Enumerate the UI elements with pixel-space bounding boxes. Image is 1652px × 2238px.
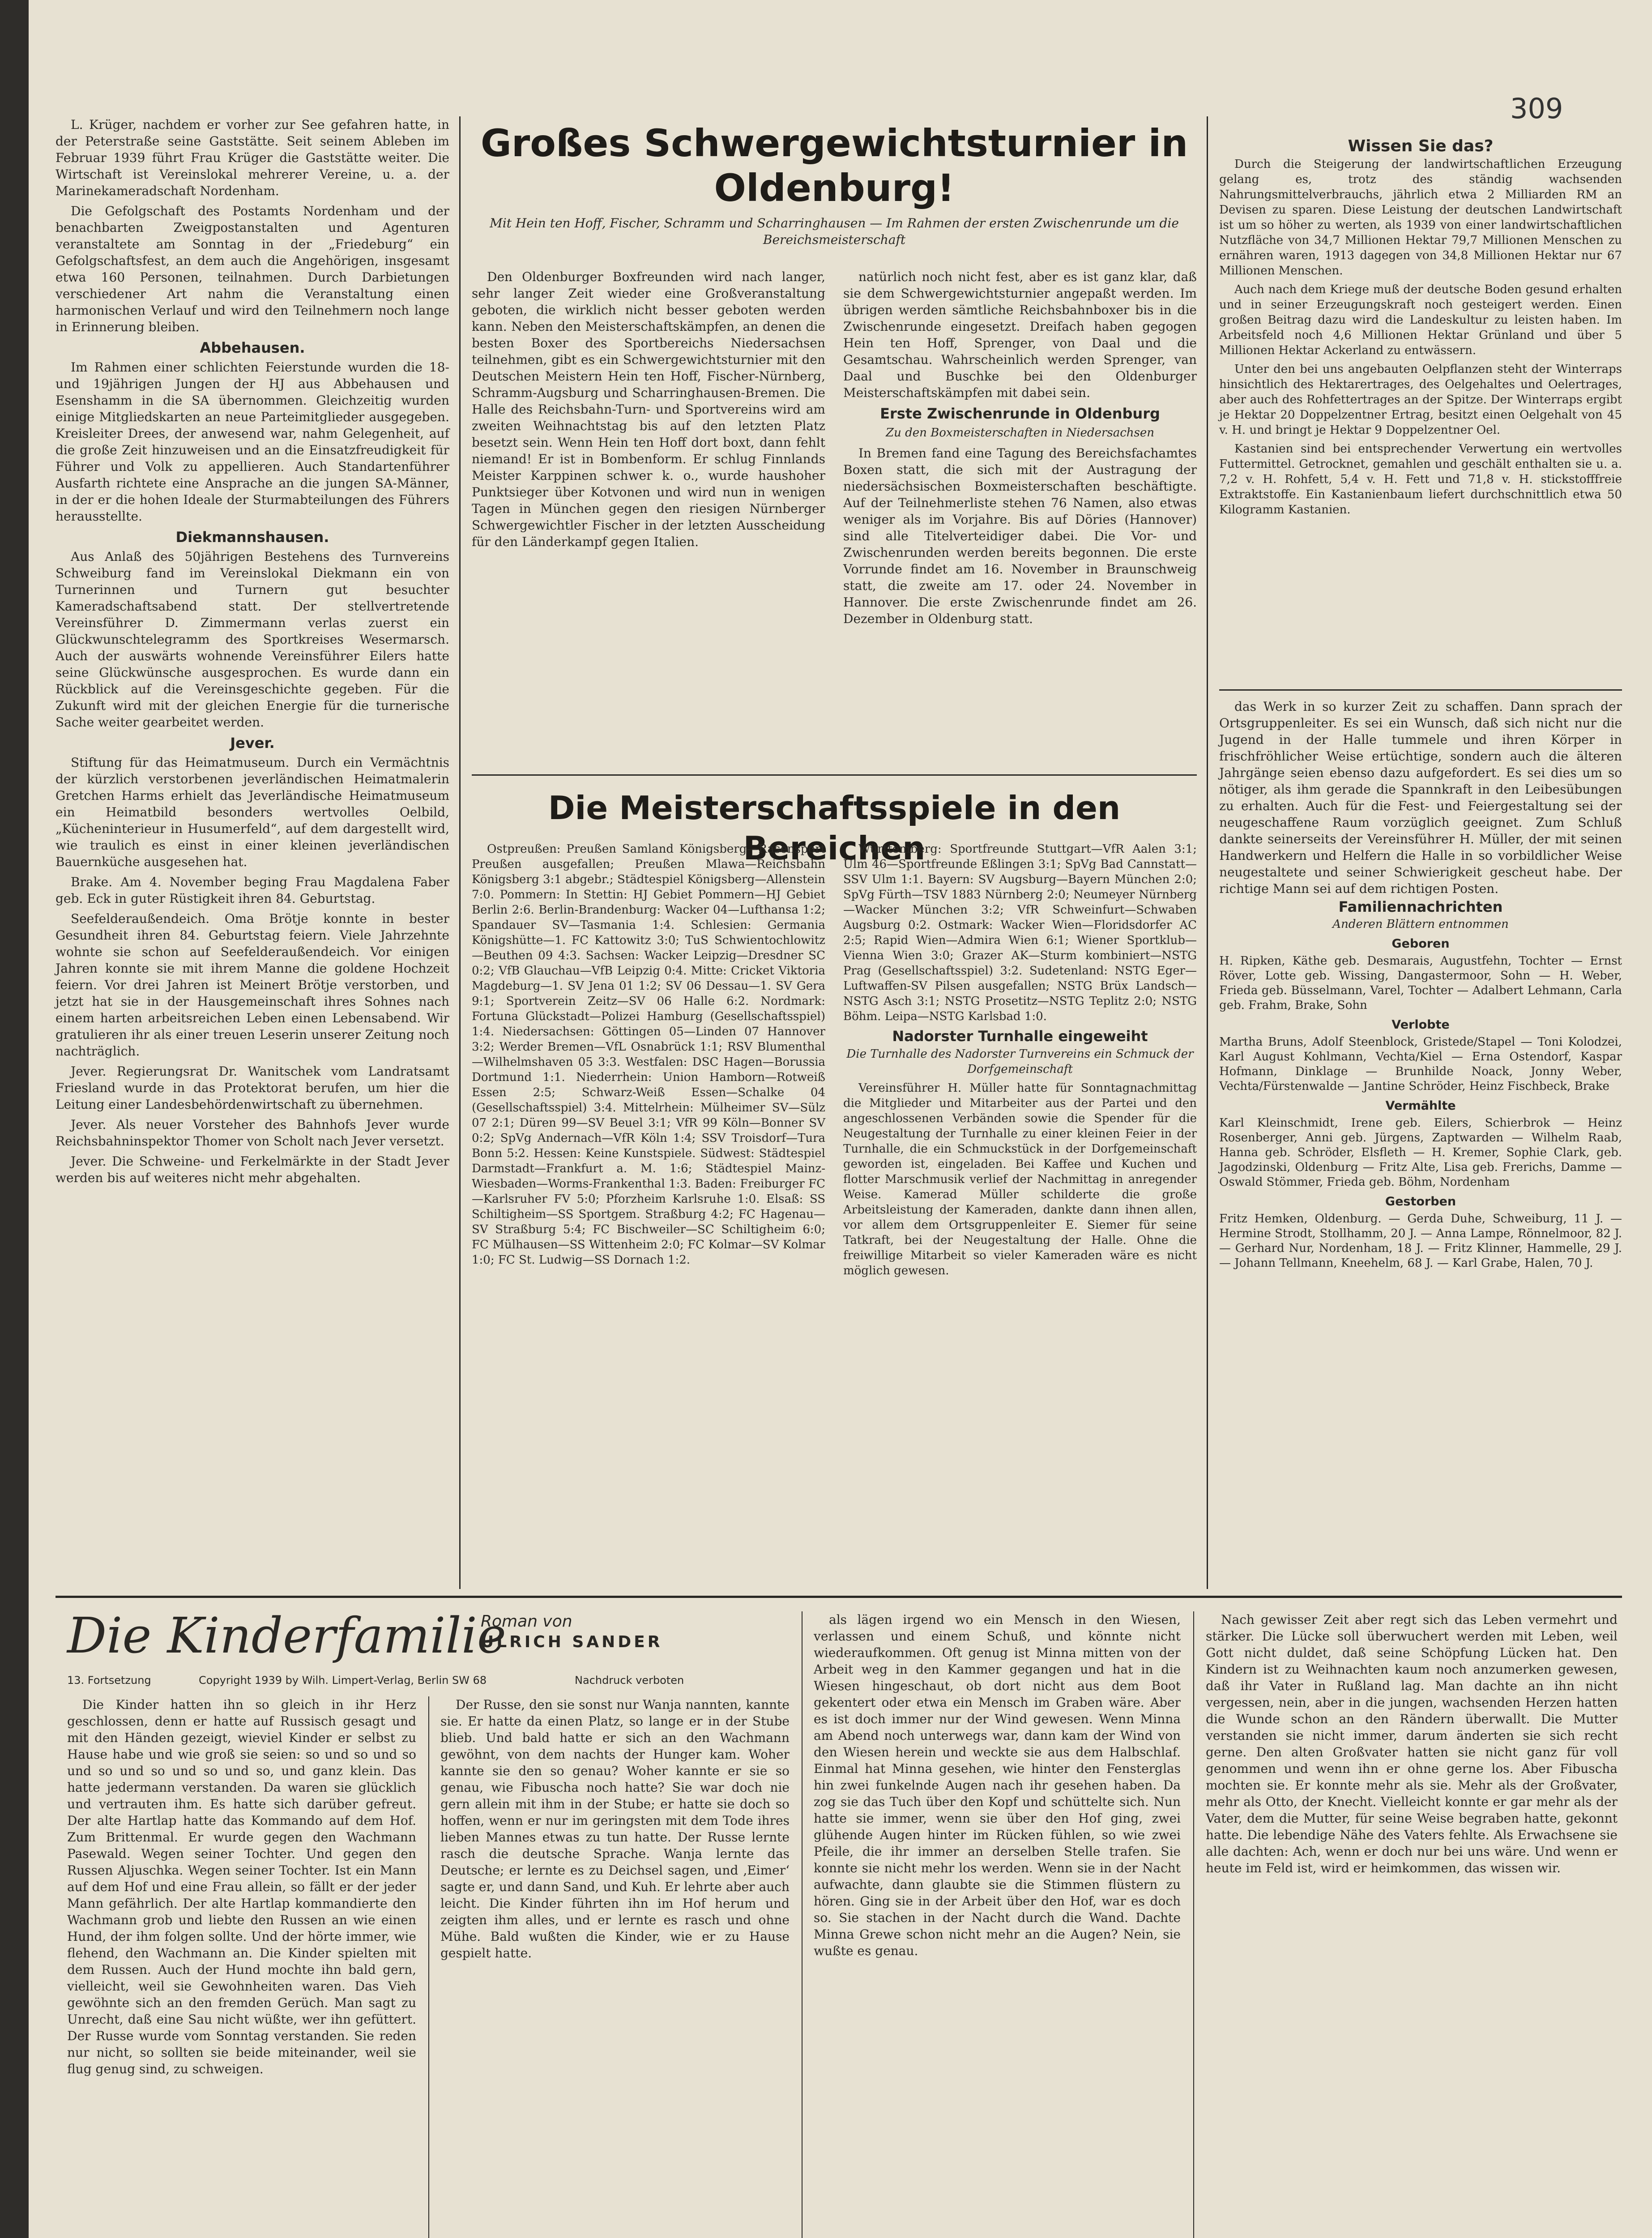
page-number: 309 [1510,92,1563,125]
section-heading: Jever. [230,735,275,752]
results-text: Württemberg: Sportfreunde Stuttgart—VfR Aalen 3:1; Ulm 46—Sportfreunde Eßlingen 3:1; SpVg Bad Cannstatt—SSV Ulm 1:1. Bayern: SV Augsburg—Bayern München 2:0; SpVg Fürth—TSV 1883 Nürnberg 2:0; Neumeyer Nürnberg—Wacker München 3:2; VfR Schweinfurt—Schwaben Augsburg 0:2. Ostmark: Wacker Wien—Floridsdorfer AC 2:5; Rapid Wien—Admira Wien 6:1; Wiener Sportklub—Vienna Wien 3:0; Grazer AK—Sturm kombiniert—NSTG Prag (Gesellschaftsspiel) 3:2. Sudetenland: NSTG Eger—Luftwaffen-SV Pilsen ausgefallen; NSTG Brüx Landsch—NSTG Asch 3:1; NSTG Prosetitz—NSTG Teplitz 2:0; NSTG Böhm. Leipa—NSTG Karlsbad 1:0. [843,842,1197,1023]
text-paragraph: Jever. Als neuer Vorsteher des Bahnhofs Jever wurde Reichsbahninspektor Thomer von Scholt nach Jever versetzt. [55,1117,449,1149]
section-rule [472,774,1197,776]
binding-edge [0,0,29,2238]
article-headline: Die Meisterschaftsspiele in den Bereichen [548,789,1121,867]
text-paragraph: Unter den bei uns angebauten Oelpflanzen steht der Winterraps hinsichtlich des Hektarertrages, des Oelgehaltes und Oelertrages, aber auch des Rohfettertrages an der Spitze. Der Winterraps ergibt je Hektar 20 Doppelzentner Ertrag, besitzt einen Oelgehalt von 45 v. H. und bringt je Hektar 9 Doppelzentner Oel. [1219,363,1622,437]
section-heading: Nadorster Turnhalle eingeweiht [892,1028,1148,1045]
section-heading: Familiennachrichten [1338,898,1503,915]
turnhalle-continuation [1219,698,1622,896]
section-heading: Erste Zwischenrunde in Oldenburg [880,405,1160,422]
text-paragraph: Stiftung für das Heimatmuseum. Durch ein Vermächtnis der kürzlich verstorbenen jeverländischen Heimatmalerin Gretchen Harms erhielt das Jeverländische Heimatmuseum ein Heimatbild besonders wertvolles Oelbild, „Kücheninterieur in Husumerfeld“, auf dem dargestellt wird, wie traulich es einst in einer kleinen jeverländischen Bauernküche ausgesehen hat. [55,755,449,869]
author-name: ULRICH SANDER [481,1633,663,1651]
name-list: Martha Bruns, Adolf Steenblock, Gristede/Stapel — Toni Kolodzei, Karl August Kohlmann, Vechta/Kiel — Erna Ostendorf, Kaspar Hofmann, Dinklage — Brunhilde Noack, Jonny Weber, Vechta/Fürstenwalde — Jantine Schröder, Heinz Fischbeck, Brake [1219,1035,1622,1093]
section-heading: Wissen Sie das? [1348,137,1494,155]
installment-label: 13. Fortsetzung [67,1674,151,1687]
wissen-column [1219,134,1622,685]
section-heading: Diekmannshausen. [175,529,329,546]
column-rule [1207,116,1208,1589]
text-paragraph: Aus Anlaß des 50jährigen Bestehens des Turnvereins Schweiburg fand im Vereinslokal Diekmann ein von Turnerinnen und Turnern gut besuchter Kameradschaftsabend statt. Der stellvertretende Vereinsführer D. Zimmermann verlas zuerst ein Glückwunschtelegramm des Sportkreises Wesermarsch. Auch der auswärts wohnende Vereinsführer Eilers hatte seine Glückwünsche ausgesprochen. Es wurde dann ein Rückblick auf die Vereinsgeschichte gegeben. Für die Zukunft wird mit der gleichen Energie für die turnerische Sache weiter gearbeitet werden. [55,549,449,730]
subsection-heading: Geboren [1392,937,1450,951]
text-paragraph: Den Oldenburger Boxfreunden wird nach langer, sehr langer Zeit wieder eine Großveranstaltung geboten, die wirklich nicht besser geboten werden kann. Neben den Meisterschaftskämpfen, an denen die besten Boxer des Sportbereichs Niedersachsen teilnehmen, gibt es ein Schwergewichtsturnier mit den Deutschen Meistern Hein ten Hoff, Fischer-Nürnberg, Schramm-Augsburg und Scharringhausen-Bremen. Die Halle des Reichsbahn-Turn- und Sportvereins wird am zweiten Weihnachtstag bis auf den letzten Platz besetzt sein. Wenn Hein ten Hoff dort boxt, dann fehlt niemand! Er ist in Bombenform. Er schlug Finnlands Meister Karppinen schwer k. o., wurde haushoher Punktsieger über Kotvonen und wird nun in wenigen Tagen in München gegen den riesigen Nürnberger Schwergewichtler Fischer in der letzten Ausscheidung für den Länderkampf gegen Italien. [472,269,825,549]
name-list: Karl Kleinschmidt, Irene geb. Eilers, Schierbrok — Heinz Rosenberger, Anni geb. Jürgens, Zaptwarden — Wilhelm Raab, Hanna geb. Schröder, Elsfleth — H. Kremer, Sophie Clark, geb. Jagodzinski, Oldenburg — Fritz Alte, Lisa geb. Frerichs, Damme — Oswald Stömmer, Frieda geb. Böhm, Nordenham [1219,1116,1622,1189]
familien-column [1219,895,1622,1585]
text-paragraph: Nach gewisser Zeit aber regt sich das Leben vermehrt und stärker. Die Lücke soll überwuchert werden mit Leben, weil Gott nicht duldet, daß seine Schöpfung Lücken hat. Den Kindern ist zu Weihnachten kaum noch anzumerken gewesen, daß ihr Vater in Rußland lag. Man dachte an ihn nicht vergessen, nein, aber in die jungen, wachsenden Herzen hatten die Wunde schon an den Rändern überwallt. Die Mutter verstanden sie nicht immer, darum änderten sie sich recht gerne. Den alten Großvater hatten sie nicht ganz für voll genommen und wenn ihn er ohne gerne los. Aber Fibuscha mochten sie. Er konnte mehr als sie. Mehr als der Großvater, mehr als Otto, der Knecht. Vielleicht konnte er gar mehr als der Vater, dem die Mutter, für seine Weise begraben hatte, gekonnt hatte. Die lebendige Nähe des Vaters fehlte. Als Erwachsene sie alle dachten: Ach, wenn er doch nur bei uns wäre. Und wenn er heute im Feld ist, wird er heimkommen, das wissen wir. [1206,1612,1618,1875]
text-paragraph: Durch die Steigerung der landwirtschaftlichen Erzeugung gelang es, trotz des ständig wachsenden Nahrungsmittelverbrauchs, jährlich etwa 2 Milliarden RM an Devisen zu sparen. Diese Leistung der deutschen Landwirtschaft ist um so höher zu werten, als 1939 von einer landwirtschaftlichen Nutzfläche von 34,7 Millionen Hektar 79,7 Millionen Menschen zu ernähren waren, 1913 dagegen von 34,8 Millionen Hektar nur 67 Millionen Menschen. [1219,158,1622,278]
name-list: H. Ripken, Käthe geb. Desmarais, Augustfehn, Tochter — Ernst Röver, Lotte geb. Wissing, Dangastermoor, Sohn — H. Weber, Frieda geb. Büsselmann, Varel, Tochter — Adalbert Lehmann, Carla geb. Frahm, Brake, Sohn [1219,954,1622,1012]
serial-title: Die Kinderfamilie [67,1607,506,1664]
text-paragraph: In Bremen fand eine Tagung des Bereichsfachamtes Boxen statt, die sich mit der Austragung der niedersächsischen Boxmeisterschaften beschäftigte. Auf der Teilnehmerliste stehen 76 Namen, also etwas weniger als im Vorjahre. Bis auf Döries (Hannover) sind alle Titelverteidiger dabei. Die Vor- und Zwischenrunden werden bereits begonnen. Die erste Vorrunde findet am 16. November in Braunschweig statt, die zweite am 17. oder 24. November in Hannover. Die erste Zwischenrunde findet am 26. Dezember in Oldenburg statt. [843,446,1197,626]
newspaper-page [29,0,1652,2238]
section-rule [55,1596,1622,1598]
section-subtitle: Anderen Blättern entnommen [1332,918,1509,931]
serial-column-4 [1206,1611,1618,2238]
copyright-line: Copyright 1939 by Wilh. Limpert-Verlag, Berlin SW 68 [199,1674,487,1687]
serial-column-2 [440,1696,790,2238]
text-paragraph: Seefelderaußendeich. Oma Brötje konnte in bester Gesundheit ihren 84. Geburtstag feiern. Viele Jahrzehnte wohnte sie schon auf Seefelderaußendeich. Vor einigen Jahren konnte sie mit ihrem Manne die goldene Hochzeit feiern. Vor drei Jahren ist Meinert Brötje verstorben, und jetzt hat sie in der Hausgemeinschaft ihres Sohnes nach einem harten arbeitsreichen Leben einen Lebensabend. Wir gratulieren ihr als einer treuen Leserin unserer Zeitung noch nachträglich. [55,911,449,1059]
results-column-b [843,841,1197,1589]
text-paragraph: Auch nach dem Kriege muß der deutsche Boden gesund erhalten und in seiner Erzeugungskraft noch gesteigert werden. Einen großen Beitrag dazu wird die Landeskultur zu leisten haben. Im Arbeitsfeld noch 4,6 Millionen Hektar Grünland und über 5 Millionen Hektar Ackerland zu entwässern. [1219,283,1622,357]
text-paragraph: als lägen irgend wo ein Mensch in den Wiesen, verlassen und einem Schuß, und könnte nicht wiederaufkommen. Oft genug ist Minna mitten von der Arbeit weg in den Kammer gegangen und hat in die Wiesen hingeschaut, ob dort nicht aus dem Boot gekentert oder etwa ein Mensch im Graben wäre. Aber es ist doch immer nur der Wind gewesen. Wenn Minna am Abend noch unterwegs war, dann kam der Wind von den Wiesen herein und weckte sie aus dem Halbschlaf. Einmal hat Minna gesehen, wie hinter den Fensterglas hin zwei funkelnde Augen nach ihr gesehen haben. Da zog sie das Tuch über den Kopf und schüttelte sich. Nun hatte sie immer, wenn sie über den Hof ging, zwei glühende Augen hinter im Rücken fühlen, so wie zwei Pfeile, die ihr immer an derselben Stelle trafen. Sie konnte sie nicht mehr los werden. Wenn sie in der Nacht aufwachte, dann glaubte sie die Stimmen flüstern zu hören. Ging sie in der Arbeit über den Hof, war es doch so. Sie stachen in der Nacht durch die Wand. Dachte Minna Grewe schon nicht mehr an die Augen? Nein, sie wußte es genau. [814,1612,1181,1958]
text-paragraph: Jever. Die Schweine- und Ferkelmärkte in der Stadt Jever werden bis auf weiteres nicht mehr abgehalten. [55,1154,449,1185]
boxing-column-a [472,269,825,765]
text-paragraph: Der Russe, den sie sonst nur Wanja nannten, kannte sie. Er hatte da einen Platz, so lange er in der Stube blieb. Und bald hatte er sich an den Wachmann gewöhnt, von dem nachts der Hunger kam. Woher kannte sie den so genau? Woher kannte er sie so genau, wie Fibuscha noch hatte? Sie war doch nie gern allein mit ihm in der Stube; er hatte sie doch so hoffen, wenn er nur im geringsten mit dem Tode ihres lieben Mannes etwas zu tun hatte. Der Russe lernte rasch die deutsche Sprache. Wanja lernte das Deutsche; er lernte es zu Deichsel sagen, und ‚Eimer‘ sagte er, und dann Sand, und Kuh. Er lehrte aber auch leicht. Die Kinder führten ihn im Hof herum und zeigten ihm alles, und er lernte es rasch und ohne Mühe. Bald wußten die Kinder, wie er zu Hause gespielt hatte. [440,1697,790,1960]
text-paragraph: Im Rahmen einer schlichten Feierstunde wurden die 18- und 19jährigen Jungen der HJ aus Abbehausen und Esenshamm in die SA übernommen. Gleichzeitig wurden einige Mitgliedskarten an neue Parteimitglieder ausgegeben. Kreisleiter Drees, der anwesend war, nahm Gelegenheit, auf die große Zeit hinzuweisen und an die Einsatzfreudigkeit für Führer und Volk zu appellieren. Auch Standartenführer Ausfarth richtete eine Ansprache an die jungen SA-Männer, in der er die hohen Ideale der Sturmabteilungen des Führers herausstellte. [55,360,449,524]
subsection-heading: Gestorben [1385,1195,1456,1209]
text-paragraph: natürlich noch nicht fest, aber es ist ganz klar, daß sie dem Schwergewichtsturnier angepaßt werden. Im übrigen werden sämtliche Reichsbahnboxer bis in die Zwischenrunde eingesetzt. Dreifach haben gegogen Hein ten Hoff, Sprenger, von Daal und die Gesamtschau. Wahrscheinlich werden Sprenger, van Daal und Buschke bei den Oldenburger Meisterschaftskämpfen mit dabei sein. [843,269,1197,400]
left-column [55,116,449,1190]
reprint-notice: Nachdruck verboten [575,1674,684,1687]
column-rule [459,116,461,1589]
text-paragraph: Jever. Regierungsrat Dr. Wanitschek vom Landratsamt Friesland wurde in das Protektorat berufen, um hier die Leitung einer Landesbehördenwirtschaft zu übernehmen. [55,1064,449,1112]
text-paragraph: Vereinsführer H. Müller hatte für Sonntagnachmittag die Mitglieder und Mitarbeiter aus der Partei und den angeschlossenen Verbänden sowie die Spender für die Neugestaltung der Turnhalle zu einer kleinen Feier in der Turnhalle, die ein Schmuckstück in der Dorfgemeinschaft geworden ist, eingeladen. Bei Kaffee und Kuchen und flotter Marschmusik verlief der Nachmittag in anregender Weise. Kamerad Müller schilderte die große Arbeitsleistung der Kameraden, dankte dann ihnen allen, vor allem dem Ortsgruppenleiter E. Siemer für seine Tatkraft, bei der Neugestaltung der Halle. Ohne die freiwillige Mitarbeit so vieler Kameraden wäre es nicht möglich gewesen. [843,1081,1197,1277]
name-list: Fritz Hemken, Oldenburg. — Gerda Duhe, Schweiburg, 11 J. — Hermine Strodt, Stollhamm, 20 J. — Anna Lampe, Rönnelmoor, 82 J. — Gerhard Nur, Nordenham, 18 J. — Fritz Klinner, Hammelle, 29 J. — Johann Tellmann, Kneehelm, 68 J. — Karl Grabe, Halen, 70 J. [1219,1212,1622,1270]
article-subtitle: Mit Hein ten Hoff, Fischer, Schramm und Scharringhausen — Im Rahmen der ersten Zwischenrunde um die Bereichsmeisterschaft [490,216,1179,247]
results-column-a [472,841,825,1589]
results-text: Ostpreußen: Preußen Samland Königsberg—Rasensport Preußen ausgefallen; Preußen Mlawa—Reichsbahn Königsberg 3:1 abgebr.; Städtespiel Königsberg—Allenstein 7:0. Pommern: In Stettin: HJ Gebiet Pommern—HJ Gebiet Berlin 2:6. Berlin-Brandenburg: Wacker 04—Lufthansa 1:2; Spandauer SV—Tasmania 1:4. Schlesien: Germania Königshütte—1. FC Kattowitz 3:0; TuS Schwientochlowitz—Beuthen 09 4:3. Sachsen: Wacker Leipzig—Dresdner SC 0:2; VfB Glauchau—VfB Leipzig 0:4. Mitte: Cricket Viktoria Magdeburg—1. SV Jena 01 1:2; SV 06 Dessau—1. SV Gera 9:1; Sportverein Zeitz—SV 06 Halle 6:2. Nordmark: Fortuna Glückstadt—Polizei Hamburg (Gesellschaftsspiel) 1:4. Niedersachsen: Göttingen 05—Linden 07 Hannover 3:2; Werder Bremen—VfL Osnabrück 1:1; RSV Blumenthal—Wilhelmshaven 05 3:3. Westfalen: DSC Hagen—Borussia Dortmund 1:1. Niederrhein: Union Hamborn—Rotweiß Essen 2:5; Schwarz-Weiß Essen—Schalke 04 (Gesellschaftsspiel) 3:4. Mittelrhein: Mülheimer SV—Sülz 07 2:1; Düren 99—SV Beuel 3:1; VfR 99 Köln—Bonner SV 0:2; SpVg Andernach—VfR Köln 1:4; SSV Troisdorf—Tura Bonn 5:2. Hessen: Keine Kunstspiele. Südwest: Städtespiel Darmstadt—Frankfurt a. M. 1:6; Städtespiel Mainz-Wiesbaden—Worms-Frankenthal 1:3. Baden: Freiburger FC—Karlsruher FV 5:0; Pforzheim Karlsruhe 1:0. Elsaß: SS Schiltigheim—SS Sportgem. Straßburg 4:2; FC Hagenau—SV Straßburg 5:4; FC Bischweiler—SC Schiltigheim 6:0; FC Mülhausen—SS Wittenheim 2:0; FC Kolmar—SV Kolmar 1:0; FC St. Ludwig—SS Dornach 1:2. [472,842,825,1267]
boxing-column-b [843,269,1197,765]
byline-prefix: Roman von [481,1612,572,1631]
text-paragraph: Brake. Am 4. November beging Frau Magdalena Faber geb. Eck in guter Rüstigkeit ihren 84. Geburtstag. [55,875,449,906]
serial-column-1 [67,1696,416,2238]
section-subtitle: Die Turnhalle des Nadorster Turnvereins ein Schmuck der Dorfgemeinschaft [846,1047,1194,1076]
text-paragraph: das Werk in so kurzer Zeit zu schaffen. Dann sprach der Ortsgruppenleiter. Es sei ein Wunsch, daß sich nicht nur die Jugend in der Halle tummele und ihren Körper in frischfröhlicher Weise ertüchtige, sondern auch die älteren Jahrgänge seien ebenso dazu aufgefordert. Es sei dies um so nötiger, als ihm gerade die Spannkraft in den Leibesübungen zu erhalten. Auch für die Fest- und Feiergestaltung sei der neugeschaffene Raum vorzüglich geeignet. Zum Schluß dankte seinerseits der Vereinsführer H. Müller, der mit seinen Handwerkern und Helfern die Halle in so vorbildlicher Weise neugestaltete und seiner Schwierigkeit gescheut habe. Der richtige Mann sei auf dem richtigen Posten. [1219,699,1622,896]
subsection-heading: Verlobte [1392,1018,1450,1032]
section-rule [1219,689,1622,691]
column-rule [802,1611,803,2238]
column-rule [428,1696,429,2238]
text-paragraph: L. Krüger, nachdem er vorher zur See gefahren hatte, in der Peterstraße seine Gaststätte. Seit seinem Ableben im Februar 1939 führt Frau Krüger die Gaststätte weiter. Die Wirtschaft ist Vereinslokal mehrerer Vereine, u. a. der Marinekameradschaft Nordenham. [55,117,449,198]
serial-column-3 [814,1611,1181,2238]
section-heading: Abbehausen. [200,339,305,356]
text-paragraph: Die Gefolgschaft des Postamts Nordenham und der benachbarten Zweigpostanstalten und Agenturen veranstaltete am Sonntag in der „Friedeburg“ ein Gefolgschaftsfest, an dem auch die Angehörigen, insgesamt etwa 160 Personen, teilnahmen. Durch Darbietungen verschiedener Art nahm die Veranstaltung einen harmonischen Verlauf und wird den Teilnehmern noch lange in Erinnerung bleiben. [55,204,449,334]
section-subtitle: Zu den Boxmeisterschaften in Niedersachsen [886,426,1154,440]
text-paragraph: Kastanien sind bei entsprechender Verwertung ein wertvolles Futtermittel. Getrocknet, gemahlen und geschält enthalten sie u. a. 7,2 v. H. Rohfett, 5,4 v. H. Fett und 71,8 v. H. stickstofffreie Extraktstoffe. Ein Kastanienbaum liefert durchschnittlich etwa 50 Kilogramm Kastanien. [1219,442,1622,517]
serial-byline [481,1611,662,1653]
article-headline: Großes Schwergewichtsturnier in Oldenburg! [480,121,1188,210]
text-paragraph: Die Kinder hatten ihn so gleich in ihr Herz geschlossen, denn er hatte auf Russisch gesagt und mit den Händen gezeigt, wieviel Kinder er selbst zu Hause habe und wie groß sie seien: so und so und so und so und so und so und so, und ganz klein. Das hatte jedermann verstanden. Da waren sie glücklich und vertrauten ihm. Es hatte sich darüber gefreut. Der alte Hartlap hatte das Kommando auf dem Hof. Zum Brittenmal. Er wurde gegen den Wachmann Pasewald. Wegen seiner Tochter. Und gegen den Russen Aljuschka. Wegen seiner Tochter. Ist ein Mann auf dem Hof und eine Frau allein, so fällt er der jeder Mann gefährlich. Der alte Hartlap kommandierte den Wachmann grob und liebte den Russen an wie einen Hund, der ihm folgen sollte. Und der hörte immer, wie flehend, den Wachmann an. Die Kinder spielten mit dem Russen. Auch der Hund mochte ihn bald gern, vielleicht, weil sie Gewohnheiten waren. Das Vieh gewöhnte sich an den fremden Gerüch. Man sagt zu Unrecht, daß eine Sau nicht wüßte, wer ihn gefüttert. Der Russe wurde vom Sonntag verstanden. Sie reden nur nicht, so sollten sie beide miteinander, weil sie flug genug sind, zu schweigen. [67,1697,416,2076]
column-rule [1193,1611,1194,2238]
subsection-heading: Vermählte [1385,1099,1456,1113]
